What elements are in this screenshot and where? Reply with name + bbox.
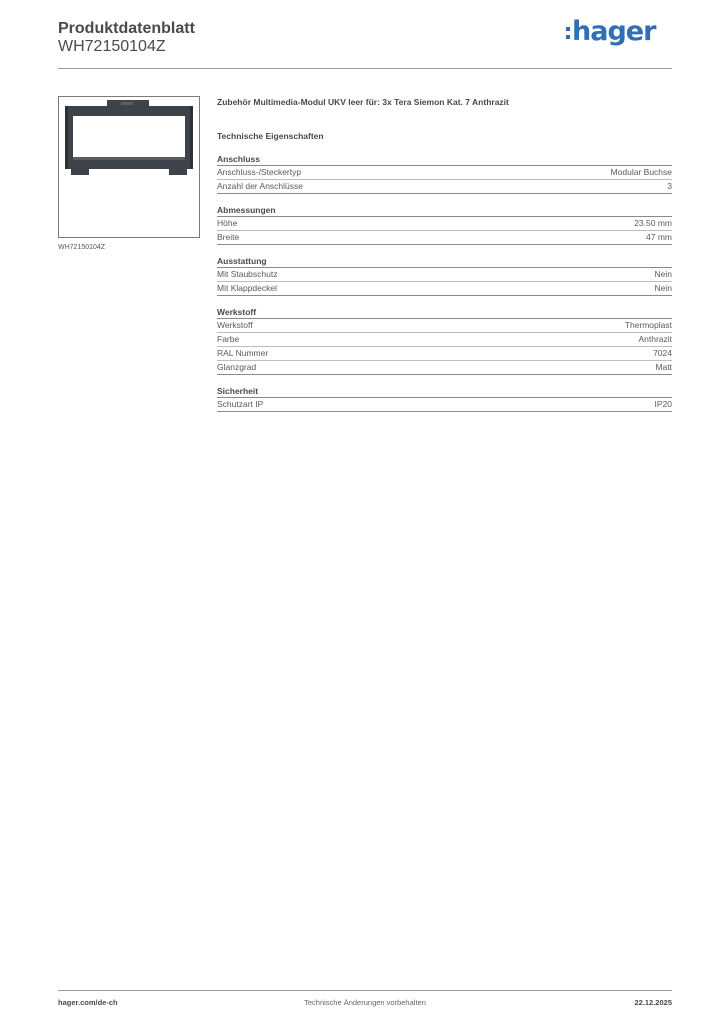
spec-label: Glanzgrad [217,362,257,372]
image-caption: WH72150104Z [58,244,106,251]
spec-value: 7024 [653,348,672,358]
spec-label: Anschluss-/Steckertyp [217,167,302,177]
spec-row [217,347,672,361]
footer-website-link[interactable]: hager.com/de-ch [58,998,118,1007]
footer-date: 22.12.2025 [634,998,672,1007]
spec-row [217,398,672,412]
spec-value: Anthrazit [638,334,672,344]
spec-row [217,180,672,194]
product-description: Zubehör Multimedia-Modul UKV leer für: 3x Tera Siemon Kat. 7 Anthrazit [217,97,509,107]
product-image [58,96,200,238]
spec-label: Werkstoff [217,320,253,330]
footer [58,998,672,1010]
spec-value: IP20 [654,399,672,409]
product-code: WH72150104Z [58,38,166,55]
spec-group-ausstattung [217,255,672,296]
spec-group-werkstoff [217,306,672,375]
spec-row [217,166,672,180]
spec-row [217,231,672,245]
page-title: Produktdatenblatt [58,20,195,37]
logo-text: hager [572,15,656,47]
spec-group-abmessungen [217,204,672,245]
multimedia-module-icon [59,97,199,237]
spec-label: Anzahl der Anschlüsse [217,181,303,191]
spec-group-title: Ausstattung [217,255,672,268]
spec-value: Modular Buchse [610,167,672,177]
spec-row [217,268,672,282]
spec-value: Matt [655,362,672,372]
spec-label: Schutzart IP [217,399,264,409]
content-area [217,95,672,412]
spec-label: Mit Staubschutz [217,269,278,279]
spec-row [217,319,672,333]
logo-dots-icon [566,27,570,39]
spec-value: 23.50 mm [634,218,672,228]
spec-label: RAL Nummer [217,348,269,358]
header-divider [58,68,672,69]
spec-label: Farbe [217,334,240,344]
hager-logo [566,14,655,48]
spec-value: Thermoplast [624,320,672,330]
spec-group-title: Abmessungen [217,204,672,217]
spec-row [217,361,672,375]
footer-divider [58,990,672,991]
technical-heading: Technische Eigenschaften [217,131,324,141]
spec-row [217,282,672,296]
spec-label: Mit Klappdeckel [217,283,278,293]
spec-row [217,217,672,231]
spec-group-sicherheit [217,385,672,412]
spec-group-title: Werkstoff [217,306,672,319]
spec-value: Nein [654,269,672,279]
spec-value: Nein [654,283,672,293]
spec-row [217,333,672,347]
spec-value: 47 mm [646,232,672,242]
footer-notice: Technische Änderungen vorbehalten [304,998,426,1007]
spec-label: Breite [217,232,240,242]
spec-value: 3 [667,181,672,191]
spec-group-anschluss [217,153,672,194]
spec-group-title: Sicherheit [217,385,672,398]
spec-group-title: Anschluss [217,153,672,166]
spec-label: Höhe [217,218,238,228]
